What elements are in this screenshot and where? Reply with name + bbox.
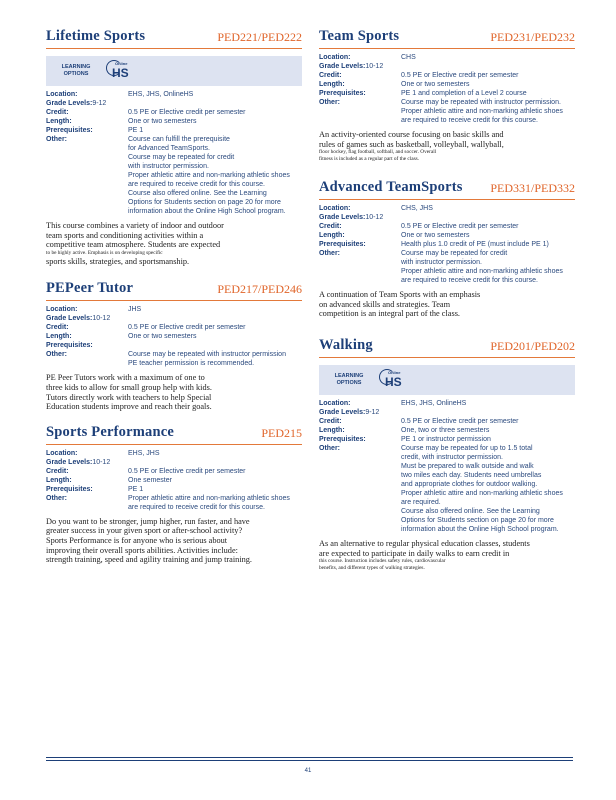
description-line: are expected to participate in daily walks to earn credit in <box>319 548 510 558</box>
logo-online-text: Online <box>115 61 128 66</box>
detail-line: Course can fulfill the prerequisite <box>128 136 230 143</box>
detail-row <box>46 117 302 126</box>
detail-line: One or two semesters <box>128 333 197 341</box>
detail-line: Course may be repeated for credit <box>401 250 508 258</box>
description-line: improving their overall sports abilities. Activities include: <box>46 545 238 555</box>
course-header <box>319 28 575 49</box>
detail-row <box>46 305 302 314</box>
detail-label: Prerequisites: <box>319 90 366 97</box>
description-line: to be highly active. Emphasis is on developing specific <box>46 249 163 256</box>
detail-row <box>319 240 575 249</box>
detail-value <box>401 71 519 80</box>
detail-label: Grade Levels: <box>46 458 93 466</box>
detail-line: JHS <box>128 306 142 314</box>
detail-line: 10-12 <box>365 214 384 222</box>
detail-row <box>46 449 302 458</box>
logo-online-text: Online <box>388 369 401 375</box>
learning-options-label <box>329 373 369 387</box>
detail-label: Grade Levels: <box>46 100 93 107</box>
detail-line: One or two semesters <box>401 81 470 88</box>
description-line: As an alternative to regular physical education classes, students <box>319 538 530 548</box>
detail-value <box>128 467 246 476</box>
description-line: Sports Performance is for anyone who is serious about <box>46 535 228 545</box>
detail-label: Length: <box>319 81 345 88</box>
detail-line: PE teacher permission is recommended. <box>128 360 255 368</box>
detail-label: Location: <box>46 306 78 314</box>
description-line: Do you want to be stronger, jump higher, run faster, and have <box>46 516 250 526</box>
detail-label: Location: <box>46 449 78 457</box>
badge-line: OPTIONS <box>336 379 362 386</box>
detail-row <box>319 98 575 125</box>
detail-row <box>319 417 575 426</box>
detail-label: Length: <box>319 426 345 434</box>
online-hs-logo <box>106 60 132 82</box>
detail-line: are required to receive credit for this course. <box>401 117 538 124</box>
detail-line: Must be prepared to walk outside and walk <box>401 462 534 470</box>
detail-label: Other: <box>46 494 67 502</box>
course-header <box>319 179 575 200</box>
detail-row <box>46 485 302 494</box>
detail-row <box>319 408 575 417</box>
detail-value <box>128 135 290 216</box>
detail-value <box>401 435 491 444</box>
detail-line: One or two semesters <box>401 232 470 240</box>
detail-label: Prerequisites: <box>46 127 93 134</box>
course-code: PED231/PED232 <box>490 30 575 44</box>
detail-label: Credit: <box>46 467 69 475</box>
detail-line: Course also offered online. See the Learning <box>401 507 540 515</box>
detail-line: Health plus 1.0 credit of PE (must include PE 1) <box>401 241 549 249</box>
detail-label: Location: <box>319 54 351 61</box>
detail-row <box>319 399 575 408</box>
detail-row <box>46 494 302 512</box>
detail-value <box>401 231 469 240</box>
detail-label: Credit: <box>319 72 342 79</box>
detail-row <box>46 341 302 350</box>
detail-row <box>46 332 302 341</box>
detail-label: Other: <box>319 99 340 106</box>
detail-value <box>92 458 110 467</box>
detail-line: 0.5 PE or Elective credit per semester <box>401 417 519 425</box>
learning-options-label <box>56 64 96 78</box>
detail-label: Other: <box>319 444 340 452</box>
detail-value <box>401 89 527 98</box>
course-code: PED221/PED222 <box>217 30 302 44</box>
description-line: competitive team atmosphere. Students are expected <box>46 240 221 250</box>
detail-value <box>128 494 290 512</box>
description-line: this course. Instruction includes safety rules, cardiovascular <box>319 558 446 565</box>
detail-line: Proper athletic attire and non-marking athletic shoes <box>128 494 290 502</box>
detail-value <box>128 126 143 135</box>
course-section <box>319 179 575 319</box>
detail-value <box>92 99 106 108</box>
detail-line: PE 1 <box>128 127 144 134</box>
detail-label: Grade Levels: <box>319 408 366 416</box>
detail-line: PE 1 <box>128 485 144 493</box>
course-description <box>319 290 575 319</box>
detail-row <box>46 476 302 485</box>
detail-line: Course may be repeated with instructor permission <box>128 351 286 359</box>
course-details <box>319 53 575 125</box>
online-hs-logo <box>379 369 405 391</box>
footer-rule-thin <box>46 760 573 761</box>
detail-label: Length: <box>319 232 345 240</box>
detail-label: Location: <box>319 205 351 213</box>
description-line: rules of games such as basketball, volleyball, wallyball, <box>319 139 504 149</box>
detail-row <box>46 90 302 99</box>
detail-label: Credit: <box>319 417 342 425</box>
detail-label: Credit: <box>319 223 342 231</box>
detail-line: 9-12 <box>92 100 107 107</box>
detail-line: with instructor permission. <box>128 163 209 170</box>
detail-value <box>401 417 519 426</box>
detail-label: Length: <box>46 118 72 125</box>
description-line: competition is an integral part of the class. <box>319 309 461 319</box>
detail-value <box>401 222 519 231</box>
detail-row <box>319 213 575 222</box>
detail-line: Options for Students section on page 20 for more <box>401 516 554 524</box>
detail-line: 0.5 PE or Elective credit per semester <box>401 223 519 231</box>
detail-row <box>319 53 575 62</box>
description-line: benefits, and different types of walking strategies. <box>319 565 425 572</box>
detail-line: information about the Online High School program. <box>128 208 286 215</box>
detail-row <box>319 62 575 71</box>
detail-line: One semester <box>128 476 172 484</box>
detail-row <box>46 135 302 216</box>
detail-label: Prerequisites: <box>319 241 366 249</box>
description-line: Education students improve and reach their goals. <box>46 402 212 412</box>
detail-value <box>128 323 246 332</box>
detail-value <box>128 90 193 99</box>
detail-value <box>365 213 383 222</box>
detail-line: Proper athletic attire and non-marking athletic shoes <box>128 172 290 179</box>
course-section <box>319 337 575 572</box>
detail-value <box>401 53 416 62</box>
detail-row <box>319 80 575 89</box>
detail-line: CHS <box>401 54 416 61</box>
detail-value <box>401 204 433 213</box>
detail-label: Grade Levels: <box>46 315 93 323</box>
course-code: PED201/PED202 <box>490 338 575 353</box>
description-line: on advanced skills and strategies. Team <box>319 299 451 309</box>
detail-line: CHS, JHS <box>401 205 433 213</box>
description-line: team sports and conditioning activities within a <box>46 230 204 240</box>
detail-label: Length: <box>46 476 72 484</box>
description-line: greater success in your given sport or after-school activity? <box>46 526 243 536</box>
course-details <box>46 305 302 368</box>
detail-value <box>401 249 563 285</box>
course-header <box>46 280 302 301</box>
detail-label: Credit: <box>46 109 69 116</box>
right-column <box>319 28 575 580</box>
course-title: Team Sports <box>319 28 400 44</box>
badge-line: LEARNING <box>334 372 364 379</box>
course-header <box>46 28 302 49</box>
detail-row <box>319 435 575 444</box>
detail-row <box>46 108 302 117</box>
detail-value <box>128 485 143 494</box>
detail-line: PE 1 and completion of a Level 2 course <box>401 90 527 97</box>
course-title: Advanced TeamSports <box>319 179 463 196</box>
description-line: A continuation of Team Sports with an emphasis <box>319 290 481 300</box>
description-line: fitness is included as a regular part of the class. <box>319 156 420 163</box>
detail-value <box>365 62 383 71</box>
description-line: three kids to allow for small group help with kids. <box>46 382 212 392</box>
detail-row <box>46 467 302 476</box>
detail-value <box>128 108 246 117</box>
detail-line: are required. <box>401 498 441 506</box>
detail-line: are required to receive credit for this course. <box>128 181 265 188</box>
detail-label: Location: <box>46 91 78 98</box>
course-section <box>46 280 302 411</box>
detail-line: 10-12 <box>92 458 111 466</box>
badge-line: LEARNING <box>61 63 91 70</box>
detail-label: Grade Levels: <box>319 63 366 70</box>
detail-line: 10-12 <box>92 315 111 323</box>
detail-row <box>46 126 302 135</box>
logo-hs-text: HS <box>112 66 129 80</box>
description-line: This course combines a variety of indoor and outdoor <box>46 221 224 230</box>
detail-line: 0.5 PE or Elective credit per semester <box>128 467 246 475</box>
detail-label: Length: <box>46 333 72 341</box>
course-header <box>319 337 575 358</box>
detail-line: Proper athletic attire and non-marking athletic shoes <box>401 108 563 115</box>
course-description <box>46 517 302 565</box>
detail-row <box>46 323 302 332</box>
detail-row <box>319 71 575 80</box>
detail-value <box>401 240 549 249</box>
course-description <box>46 373 302 411</box>
detail-value <box>401 426 489 435</box>
detail-value <box>128 449 160 458</box>
detail-value <box>128 332 196 341</box>
detail-row <box>319 222 575 231</box>
detail-line: Proper athletic attire and non-marking athletic shoes <box>401 489 563 497</box>
detail-value <box>128 117 196 126</box>
detail-label: Other: <box>46 351 67 359</box>
detail-line: 0.5 PE or Elective credit per semester <box>128 109 246 116</box>
detail-label: Location: <box>319 399 351 407</box>
course-title: Lifetime Sports <box>46 28 146 44</box>
course-title: Sports Performance <box>46 423 175 440</box>
page-number: 41 <box>304 768 312 774</box>
detail-line: 9-12 <box>365 408 380 416</box>
detail-line: 10-12 <box>365 63 384 70</box>
course-code: PED217/PED246 <box>217 282 302 297</box>
detail-row <box>319 249 575 285</box>
course-section <box>46 424 302 565</box>
detail-label: Prerequisites: <box>319 435 366 443</box>
detail-line: with instructor permission. <box>401 259 482 267</box>
description-line: PE Peer Tutors work with a maximum of one to <box>46 373 205 383</box>
detail-line: for Advanced TeamSports. <box>128 145 210 152</box>
detail-value <box>401 80 469 89</box>
detail-row <box>319 204 575 213</box>
detail-label: Prerequisites: <box>46 342 93 350</box>
description-line: sports skills, strategies, and sportsmanship. <box>46 256 190 266</box>
detail-value <box>128 476 172 485</box>
course-section <box>319 28 575 163</box>
course-description <box>319 539 575 572</box>
logo-hs-text: HS <box>385 374 402 389</box>
detail-line: 0.5 PE or Elective credit per semester <box>128 324 246 332</box>
course-section <box>46 28 302 266</box>
detail-line: credit, with instructor permission. <box>401 453 503 461</box>
detail-value <box>128 350 286 368</box>
course-description <box>319 130 575 163</box>
detail-line: Course also offered online. See the Learning <box>128 190 267 197</box>
detail-line: are required to receive credit for this course. <box>401 277 538 285</box>
footer-rule <box>46 757 573 758</box>
detail-value <box>128 305 141 314</box>
detail-row <box>46 99 302 108</box>
detail-label: Credit: <box>46 324 69 332</box>
detail-row <box>46 458 302 467</box>
detail-line: and appropriate clothes for outdoor walking. <box>401 480 538 488</box>
detail-row <box>319 444 575 534</box>
course-details <box>46 449 302 512</box>
course-code: PED215 <box>261 425 302 440</box>
detail-value <box>401 444 563 534</box>
detail-line: information about the Online High School program. <box>401 525 559 533</box>
detail-line: Course may be repeated with instructor permission. <box>401 99 561 106</box>
description-line: An activity-oriented course focusing on basic skills and <box>319 130 504 139</box>
course-details <box>319 399 575 534</box>
detail-value <box>365 408 379 417</box>
course-code: PED331/PED332 <box>490 181 575 196</box>
course-details <box>319 204 575 285</box>
detail-line: Course may be repeated for up to 1.5 total <box>401 444 533 452</box>
detail-line: Proper athletic attire and non-marking athletic shoes <box>401 268 563 276</box>
detail-label: Other: <box>46 136 67 143</box>
description-line: strength training, speed and agility training and jump training. <box>46 555 252 565</box>
detail-row <box>319 426 575 435</box>
detail-line: One, two or three semesters <box>401 426 490 434</box>
detail-line: are required to receive credit for this course. <box>128 503 265 511</box>
course-description <box>46 221 302 266</box>
course-header <box>46 424 302 445</box>
detail-row <box>319 89 575 98</box>
detail-row <box>46 350 302 368</box>
detail-label: Grade Levels: <box>319 214 366 222</box>
learning-options-badge <box>319 365 575 395</box>
detail-label: Other: <box>319 250 340 258</box>
badge-line: OPTIONS <box>63 71 89 77</box>
detail-line: EHS, JHS, OnlineHS <box>401 399 467 407</box>
left-column <box>46 28 302 573</box>
detail-line: EHS, JHS, OnlineHS <box>128 91 194 98</box>
detail-line: EHS, JHS <box>128 449 160 457</box>
description-line: floor hockey, flag football, softball, and soccer. Overall <box>319 149 437 156</box>
description-line: Tutors directly work with teachers to help Special <box>46 392 212 402</box>
detail-line: two miles each day. Students need umbrellas <box>401 471 542 479</box>
detail-line: 0.5 PE or Elective credit per semester <box>401 72 519 79</box>
detail-line: Options for Students section on page 20 for more <box>128 199 281 206</box>
detail-value <box>92 314 110 323</box>
course-title: Walking <box>319 336 373 353</box>
detail-line: One or two semesters <box>128 118 197 125</box>
detail-line: PE 1 or instructor permission <box>401 435 491 443</box>
learning-options-badge <box>46 56 302 86</box>
detail-line: Course may be repeated for credit <box>128 154 235 161</box>
detail-row <box>319 231 575 240</box>
detail-value <box>401 399 466 408</box>
course-details <box>46 90 302 216</box>
detail-value <box>401 98 563 125</box>
detail-label: Prerequisites: <box>46 485 93 493</box>
course-title: PEPeer Tutor <box>46 280 134 297</box>
detail-row <box>46 314 302 323</box>
